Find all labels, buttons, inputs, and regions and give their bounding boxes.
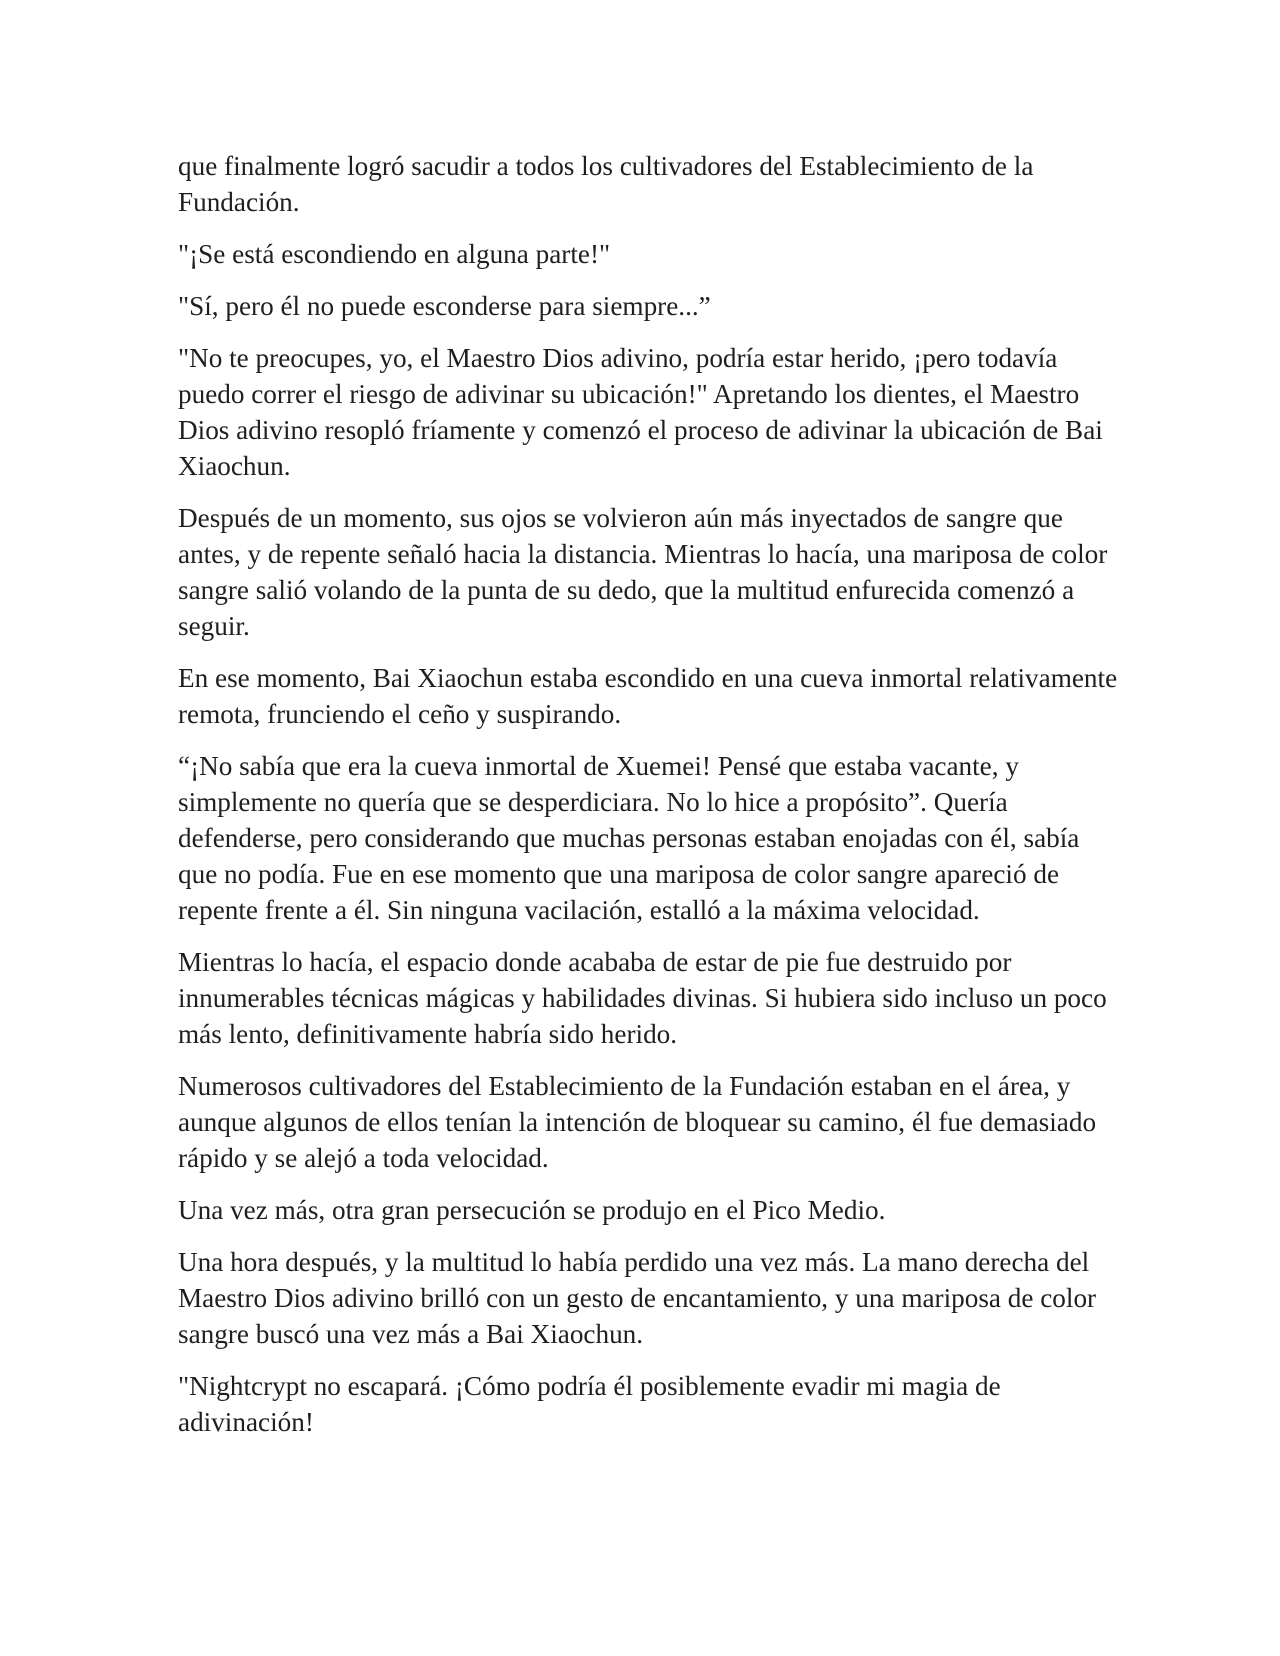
paragraph: Después de un momento, sus ojos se volvieron aún más inyectados de sangre que antes, y de repente señaló hacia la distancia. Mientras lo hacía, una mariposa de color sangre salió volando de la punta de su dedo, que la multitud enfurecida comenzó a seguir.: [178, 503, 1108, 641]
paragraph: Una vez más, otra gran persecución se produjo en el Pico Medio.: [178, 1195, 886, 1225]
paragraph: "¡Se está escondiendo en alguna parte!": [178, 239, 611, 269]
paragraph: Una hora después, y la multitud lo había perdido una vez más. La mano derecha del Maestro Dios adivino brilló con un gesto de encantamiento, y una mariposa de color sangre buscó una vez más a Bai Xiaochun.: [178, 1247, 1097, 1349]
paragraph: que finalmente logró sacudir a todos los cultivadores del Establecimiento de la Fundación.: [178, 151, 1034, 217]
paragraph: "No te preocupes, yo, el Maestro Dios adivino, podría estar herido, ¡pero todavía puedo correr el riesgo de adivinar su ubicación!" Apretando los dientes, el Maestro Dios adivino resopló fríamente y comenzó el proceso de adivinar la ubicación de Bai Xiaochun.: [178, 343, 1103, 481]
paragraph: "Sí, pero él no puede esconderse para siempre...”: [178, 291, 711, 321]
paragraph: Mientras lo hacía, el espacio donde acababa de estar de pie fue destruido por innumerables técnicas mágicas y habilidades divinas. Si hubiera sido incluso un poco más lento, definitivamente habría sido herido.: [178, 947, 1107, 1049]
paragraph: Numerosos cultivadores del Establecimiento de la Fundación estaban en el área, y aunque algunos de ellos tenían la intención de bloquear su camino, él fue demasiado rápido y se alejó a toda velocidad.: [178, 1071, 1097, 1173]
paragraph: En ese momento, Bai Xiaochun estaba escondido en una cueva inmortal relativamente remota, frunciendo el ceño y suspirando.: [178, 663, 1118, 729]
paragraph: "Nightcrypt no escapará. ¡Cómo podría él posiblemente evadir mi magia de adivinación!: [178, 1371, 1001, 1437]
document-body: [178, 148, 1118, 1456]
paragraph: “¡No sabía que era la cueva inmortal de Xuemei! Pensé que estaba vacante, y simplemente no quería que se desperdiciara. No lo hice a propósito”. Quería defenderse, pero considerando que muchas personas estaban enojadas con él, sabía que no podía. Fue en ese momento que una mariposa de color sangre apareció de repente frente a él. Sin ninguna vacilación, estalló a la máxima velocidad.: [178, 751, 1080, 925]
